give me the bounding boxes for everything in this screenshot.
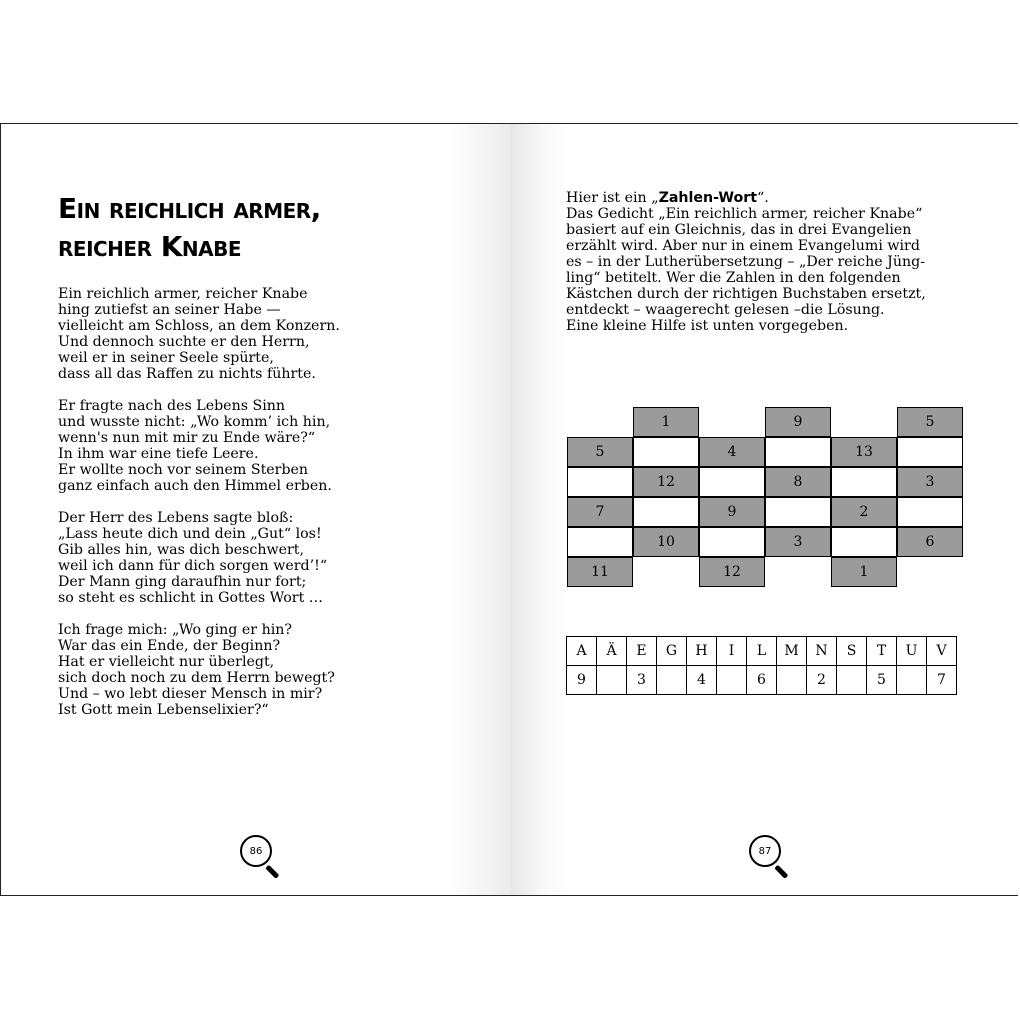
magnifier-handle bbox=[774, 865, 788, 879]
poem-stanza bbox=[58, 286, 478, 382]
poem-line: Er fragte nach des Lebens Sinn bbox=[58, 398, 286, 414]
poem-line: Ich frage mich: „Wo ging er hin? bbox=[58, 622, 293, 638]
poem-title bbox=[58, 190, 321, 266]
intro-text bbox=[566, 206, 1006, 334]
poem-line: Und dennoch suchte er den Herrn, bbox=[58, 334, 310, 350]
puzzle-number-cell: 13 bbox=[831, 437, 897, 467]
poem-line: vielleicht am Schloss, an dem Konzern. bbox=[58, 318, 340, 334]
poem-line: und wusste nicht: „Wo komm’ ich hin, bbox=[58, 414, 331, 430]
right-page bbox=[510, 124, 1019, 895]
page-number-label: 86 bbox=[249, 845, 263, 857]
puzzle-number-cell: 4 bbox=[699, 437, 765, 467]
hint-number-cell: 3 bbox=[627, 666, 657, 695]
hint-number-cell: 6 bbox=[747, 666, 777, 695]
poem-line: so steht es schlicht in Gottes Wort … bbox=[58, 590, 323, 606]
puzzle-number-cell: 6 bbox=[897, 527, 963, 557]
intro-line: Das Gedicht „Ein reichlich armer, reicher Knabe“ bbox=[566, 206, 923, 222]
puzzle-blank-cell bbox=[567, 527, 633, 557]
hint-letter-cell: I bbox=[717, 637, 747, 666]
puzzle-number-cell: 12 bbox=[633, 467, 699, 497]
poem-line: Der Herr des Lebens sagte bloß: bbox=[58, 510, 294, 526]
number-word-puzzle bbox=[567, 407, 963, 589]
title-line: reicher Knabe bbox=[58, 230, 242, 263]
puzzle-number-cell: 3 bbox=[897, 467, 963, 497]
poem-line: weil er in seiner Seele spürte, bbox=[58, 350, 274, 366]
poem-line: ganz einfach auch den Himmel erben. bbox=[58, 478, 332, 494]
left-page bbox=[1, 124, 510, 895]
puzzle-blank-cell bbox=[765, 437, 831, 467]
hint-letter-cell: T bbox=[867, 637, 897, 666]
hint-number-cell bbox=[837, 666, 867, 695]
page-number-87 bbox=[749, 835, 793, 879]
puzzle-number-cell: 12 bbox=[699, 557, 765, 587]
intro-prefix: Hier ist ein „ bbox=[566, 190, 659, 206]
poem-line: Ist Gott mein Lebenselixier?“ bbox=[58, 702, 269, 718]
puzzle-number-cell: 1 bbox=[633, 407, 699, 437]
intro-heading-line bbox=[566, 190, 1006, 206]
puzzle-number-cell: 1 bbox=[831, 557, 897, 587]
hint-letter-cell: Ä bbox=[597, 637, 627, 666]
hint-number-cell: 7 bbox=[927, 666, 957, 695]
poem-line: Der Mann ging daraufhin nur fort; bbox=[58, 574, 307, 590]
poem-line: wenn's nun mit mir zu Ende wäre?“ bbox=[58, 430, 316, 446]
hint-number-cell bbox=[717, 666, 747, 695]
intro-line: Kästchen durch der richtigen Buchstaben ersetzt, bbox=[566, 286, 926, 302]
hint-letter-cell: U bbox=[897, 637, 927, 666]
hint-letter-cell: N bbox=[807, 637, 837, 666]
poem-line: In ihm war eine tiefe Leere. bbox=[58, 446, 259, 462]
poem-line: sich doch noch zu dem Herrn bewegt? bbox=[58, 670, 335, 686]
magnifier-handle bbox=[265, 865, 279, 879]
magnifier-icon bbox=[240, 835, 272, 867]
intro-line: es – in der Lutherübersetzung – „Der reiche Jüng- bbox=[566, 254, 925, 270]
poem-line: Ein reichlich armer, reicher Knabe bbox=[58, 286, 308, 302]
poem-line: Hat er vielleicht nur überlegt, bbox=[58, 654, 275, 670]
puzzle-number-cell: 5 bbox=[897, 407, 963, 437]
puzzle-number-cell: 9 bbox=[699, 497, 765, 527]
hint-number-cell: 2 bbox=[807, 666, 837, 695]
puzzle-number-cell: 7 bbox=[567, 497, 633, 527]
hint-letter-cell: L bbox=[747, 637, 777, 666]
hint-number-cell bbox=[657, 666, 687, 695]
hint-number-cell: 4 bbox=[687, 666, 717, 695]
letter-hint-table bbox=[566, 636, 957, 695]
hint-letter-cell: G bbox=[657, 637, 687, 666]
hint-letter-cell: S bbox=[837, 637, 867, 666]
puzzle-number-cell: 8 bbox=[765, 467, 831, 497]
puzzle-blank-cell bbox=[699, 527, 765, 557]
intro-line: entdeckt – waagerecht gelesen –die Lösung. bbox=[566, 302, 885, 318]
hint-number-cell bbox=[597, 666, 627, 695]
puzzle-number-cell: 11 bbox=[567, 557, 633, 587]
intro-bold: Zahlen-Wort bbox=[658, 190, 758, 206]
poem-line: „Lass heute dich und dein „Gut“ los! bbox=[58, 526, 322, 542]
hint-letter-cell: V bbox=[927, 637, 957, 666]
intro-line: Eine kleine Hilfe ist unten vorgegeben. bbox=[566, 318, 849, 334]
poem bbox=[58, 286, 478, 734]
puzzle-blank-cell bbox=[633, 437, 699, 467]
poem-line: Gib alles hin, was dich beschwert, bbox=[58, 542, 304, 558]
poem-line: weil ich dann für dich sorgen werd’!“ bbox=[58, 558, 328, 574]
puzzle-blank-cell bbox=[567, 467, 633, 497]
poem-line: Er wollte noch vor seinem Sterben bbox=[58, 462, 309, 478]
puzzle-blank-cell bbox=[765, 497, 831, 527]
puzzle-number-cell: 10 bbox=[633, 527, 699, 557]
hint-number-cell: 9 bbox=[567, 666, 597, 695]
hint-letter-cell: H bbox=[687, 637, 717, 666]
intro-line: erzählt wird. Aber nur in einem Evangelumi wird bbox=[566, 238, 920, 254]
hint-letter-cell: M bbox=[777, 637, 807, 666]
puzzle-blank-cell bbox=[831, 467, 897, 497]
page-number-86 bbox=[240, 835, 284, 879]
puzzle-number-cell: 2 bbox=[831, 497, 897, 527]
poem-stanza bbox=[58, 510, 478, 606]
puzzle-number-cell: 3 bbox=[765, 527, 831, 557]
puzzle-intro bbox=[566, 190, 1006, 334]
intro-line: basiert auf ein Gleichnis, das in drei Evangelien bbox=[566, 222, 912, 238]
hint-number-cell: 5 bbox=[867, 666, 897, 695]
poem-stanza bbox=[58, 398, 478, 494]
puzzle-blank-cell bbox=[699, 467, 765, 497]
poem-stanza bbox=[58, 622, 478, 718]
magnifier-icon bbox=[749, 835, 781, 867]
hint-number-cell bbox=[897, 666, 927, 695]
hint-letters-row bbox=[567, 637, 957, 666]
hint-letter-cell: E bbox=[627, 637, 657, 666]
puzzle-blank-cell bbox=[633, 497, 699, 527]
puzzle-blank-cell bbox=[897, 437, 963, 467]
poem-line: Und – wo lebt dieser Mensch in mir? bbox=[58, 686, 323, 702]
hint-numbers-row bbox=[567, 666, 957, 695]
puzzle-number-cell: 5 bbox=[567, 437, 633, 467]
hint-letter-cell: A bbox=[567, 637, 597, 666]
puzzle-blank-cell bbox=[831, 527, 897, 557]
poem-line: War das ein Ende, der Beginn? bbox=[58, 638, 281, 654]
book-spread bbox=[0, 123, 1018, 896]
intro-line: ling“ betitelt. Wer die Zahlen in den folgenden bbox=[566, 270, 901, 286]
poem-line: dass all das Raffen zu nichts führte. bbox=[58, 366, 316, 382]
page-number-label: 87 bbox=[758, 845, 772, 857]
puzzle-number-cell: 9 bbox=[765, 407, 831, 437]
intro-suffix: “. bbox=[757, 190, 769, 206]
puzzle-blank-cell bbox=[897, 497, 963, 527]
poem-line: hing zutiefst an seiner Habe — bbox=[58, 302, 281, 318]
hint-number-cell bbox=[777, 666, 807, 695]
title-line: Ein reichlich armer, bbox=[58, 192, 321, 225]
